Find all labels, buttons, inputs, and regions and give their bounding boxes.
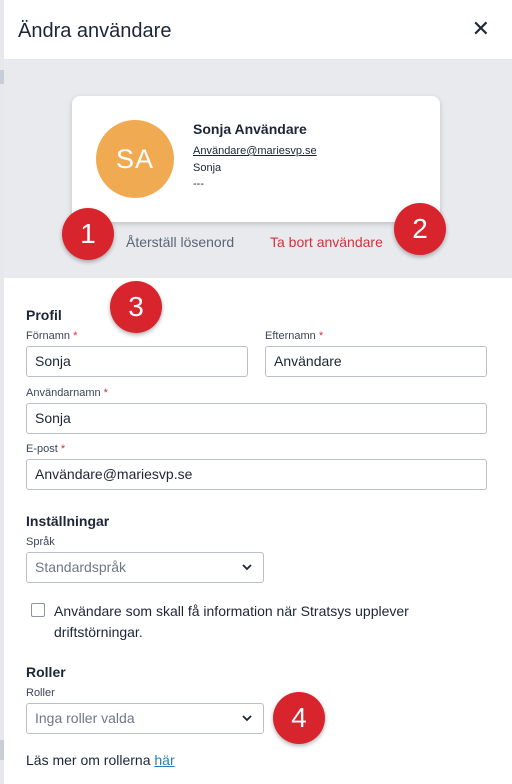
annotation-marker-3: 3 xyxy=(110,281,162,333)
roles-select-value: Inga roller valda xyxy=(35,710,135,726)
annotation-marker-1: 1 xyxy=(62,208,114,260)
dialog-header xyxy=(4,0,512,60)
annotation-marker-2: 2 xyxy=(394,203,446,255)
user-name: Sonja Användare xyxy=(193,121,307,137)
close-icon[interactable]: ✕ xyxy=(471,16,490,41)
notify-outage-label: Användare som skall få information när Stratsys upplever driftstörningar. xyxy=(54,603,409,640)
chevron-down-icon xyxy=(241,561,253,573)
email-label: E-post * xyxy=(26,443,66,455)
user-extra-info: --- xyxy=(193,178,204,190)
first-name-field[interactable]: Sonja xyxy=(26,346,248,377)
settings-section-title: Inställningar xyxy=(26,513,110,529)
language-label: Språk xyxy=(26,536,55,548)
language-select-value: Standardspråk xyxy=(35,559,127,575)
roles-label: Roller xyxy=(26,687,55,699)
annotation-marker-4: 4 xyxy=(273,692,325,744)
avatar: SA xyxy=(96,120,174,198)
profile-section-title: Profil xyxy=(26,307,62,323)
roles-section-title: Roller xyxy=(26,664,66,680)
notify-outage-checkbox[interactable] xyxy=(31,603,45,617)
chevron-down-icon xyxy=(241,712,253,724)
first-name-label: Förnamn * xyxy=(26,330,78,342)
dialog-title: Ändra användare xyxy=(18,20,172,42)
email-field[interactable]: Användare@mariesvp.se xyxy=(26,459,487,490)
language-select[interactable] xyxy=(26,552,264,583)
last-name-field[interactable]: Användare xyxy=(265,346,487,377)
user-card xyxy=(72,96,440,222)
roles-read-more: Läs mer om rollerna här xyxy=(26,752,175,768)
roles-read-more-link[interactable]: här xyxy=(154,752,175,768)
delete-user-link[interactable]: Ta bort användare xyxy=(270,234,383,250)
username-label: Användarnamn * xyxy=(26,387,108,399)
username-field[interactable]: Sonja xyxy=(26,403,487,434)
user-first-name: Sonja xyxy=(193,162,222,174)
roles-select[interactable] xyxy=(26,703,264,734)
reset-password-link[interactable]: Återställ lösenord xyxy=(126,234,235,250)
user-email-link[interactable]: Användare@mariesvp.se xyxy=(193,145,317,157)
last-name-label: Efternamn * xyxy=(265,330,324,342)
